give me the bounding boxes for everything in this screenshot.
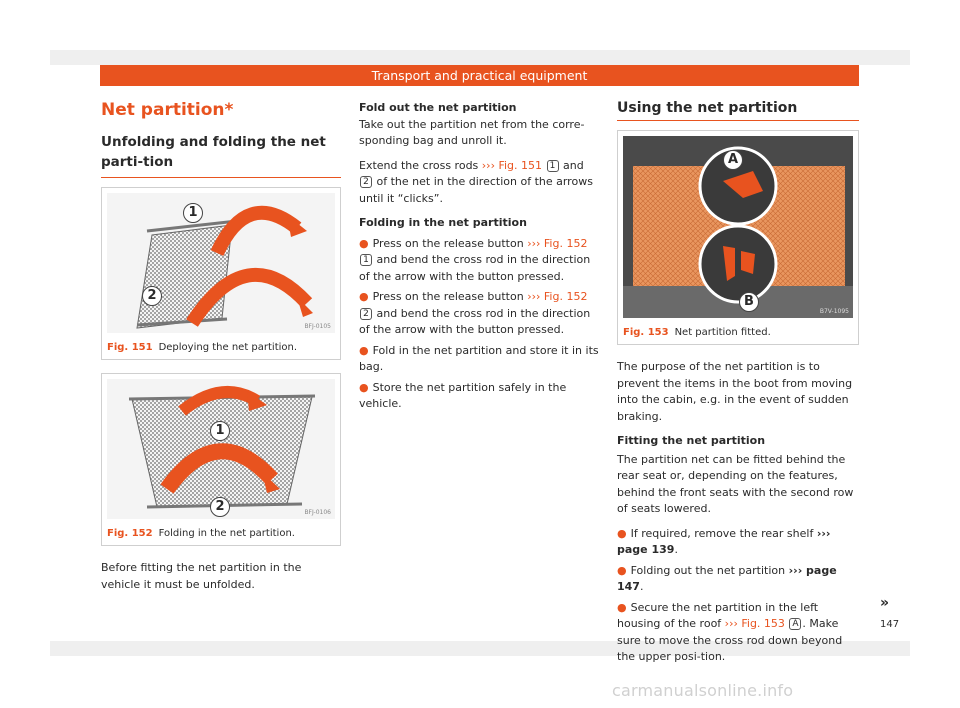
figure-151	[101, 187, 341, 360]
watermark: carmanualsonline.info	[612, 681, 794, 700]
figure-152-image	[107, 379, 335, 519]
page-reference-link[interactable]: ››› page 147	[617, 563, 837, 593]
figure-reference-link[interactable]: ››› Fig. 153	[724, 617, 785, 630]
caption-text: Deploying the net partition.	[158, 342, 298, 353]
callout-box: 1	[360, 254, 372, 266]
figure-152-caption	[102, 524, 340, 545]
callout-2: 2	[210, 497, 230, 517]
caption-text: Folding in the net partition.	[158, 528, 295, 539]
callout-box: 2	[360, 176, 372, 188]
callout-1: 1	[183, 203, 203, 223]
text: .	[674, 543, 678, 556]
figure-151-caption	[102, 338, 340, 359]
figure-153	[617, 130, 859, 345]
continued-marker: »	[880, 595, 890, 611]
list-item	[359, 380, 599, 413]
title-rule	[101, 177, 341, 178]
bullet-icon: ●	[359, 343, 369, 357]
text: Press on the release button	[372, 290, 528, 303]
figure-reference-link[interactable]: ››› Fig. 152	[527, 290, 588, 303]
figure-number: Fig. 153	[623, 327, 669, 338]
text: of the net in the direction of the arrows until it “clicks”.	[359, 175, 593, 205]
list-item	[359, 236, 599, 286]
text: . Make sure to move the cross rod down beyond the upper posi-tion.	[617, 617, 843, 663]
figure-151-image	[107, 193, 335, 333]
figure-number: Fig. 151	[107, 342, 153, 353]
text: and	[559, 158, 584, 172]
bullet-icon: ●	[617, 600, 627, 614]
figure-153-image	[623, 136, 853, 318]
title-rule	[617, 120, 859, 121]
figure-code: BFJ-0106	[304, 509, 331, 516]
section-title: Net partition*	[101, 100, 234, 120]
list-item	[617, 600, 859, 666]
page-number: 147	[880, 619, 900, 630]
list-item	[359, 343, 599, 376]
figure-reference-link[interactable]: ››› Fig. 151	[481, 158, 543, 172]
chapter-header: Transport and practical equipment	[100, 65, 859, 86]
fold-in-title: Folding in the net partition	[359, 216, 527, 229]
bullet-icon: ●	[359, 380, 369, 394]
text: Store the net partition safely in the vehicle.	[359, 380, 567, 410]
bullet-icon: ●	[617, 563, 627, 577]
text: If required, remove the rear shelf	[630, 526, 817, 540]
figure-code: BFJ-0105	[304, 323, 331, 330]
text: Fold in the net partition and store it in its bag.	[359, 343, 599, 373]
text: Extend the cross rods	[359, 158, 482, 172]
text: Folding out the net partition	[630, 563, 789, 577]
list-item	[617, 526, 859, 559]
text: Press on the release button	[372, 236, 528, 250]
column-left	[101, 100, 341, 593]
callout-box: A	[789, 618, 801, 630]
subsection-title: Unfolding and folding the net parti-tion	[101, 134, 326, 170]
figure-153-caption	[618, 323, 858, 344]
callout-1: 1	[210, 421, 230, 441]
list-item	[359, 289, 599, 339]
callout-B: B	[739, 292, 759, 312]
fitting-title: Fitting the net partition	[617, 434, 766, 447]
column-middle	[359, 100, 599, 413]
list-item	[617, 563, 859, 596]
section-title: Using the net partition	[617, 100, 798, 116]
figure-152	[101, 373, 341, 546]
body-paragraph: Before fitting the net partition in the vehicle it must be unfolded.	[101, 561, 302, 591]
figure-code: B7V-1095	[819, 308, 849, 315]
column-right	[617, 100, 859, 666]
text: Secure the net partition in the left housing of the roof	[617, 600, 819, 630]
text: .	[639, 580, 644, 593]
figure-number: Fig. 152	[107, 528, 153, 539]
caption-text: Net partition fitted.	[674, 327, 771, 338]
page-reference-link[interactable]: ››› page 139	[617, 526, 831, 556]
net-unfold-illustration	[107, 193, 335, 333]
callout-2: 2	[142, 286, 162, 306]
fold-out-paragraph-1: Take out the partition net from the corre-sponding bag and unroll it.	[359, 117, 585, 147]
fold-out-paragraph-2	[359, 158, 599, 208]
callout-A: A	[723, 150, 743, 170]
figure-reference-link[interactable]: ››› Fig. 152	[527, 236, 588, 250]
bullet-icon: ●	[617, 526, 627, 540]
bullet-icon: ●	[359, 290, 369, 303]
body-paragraph: The purpose of the net partition is to prevent the items in the boot from moving into the cabin, e.g. in the event of sudden braking.	[617, 360, 853, 423]
callout-box: 2	[360, 308, 372, 320]
body-paragraph: The partition net can be fitted behind the rear seat or, depending on the features, behind the front seats with the second row of seats lowered.	[617, 452, 854, 515]
text: and bend the cross rod in the direction of the arrow with the button pressed.	[359, 306, 591, 336]
text: and bend the cross rod in the direction of the arrow with the button pressed.	[359, 253, 591, 283]
bullet-icon: ●	[359, 236, 369, 250]
callout-box: 1	[547, 160, 559, 172]
fold-out-title: Fold out the net partition	[359, 101, 517, 114]
